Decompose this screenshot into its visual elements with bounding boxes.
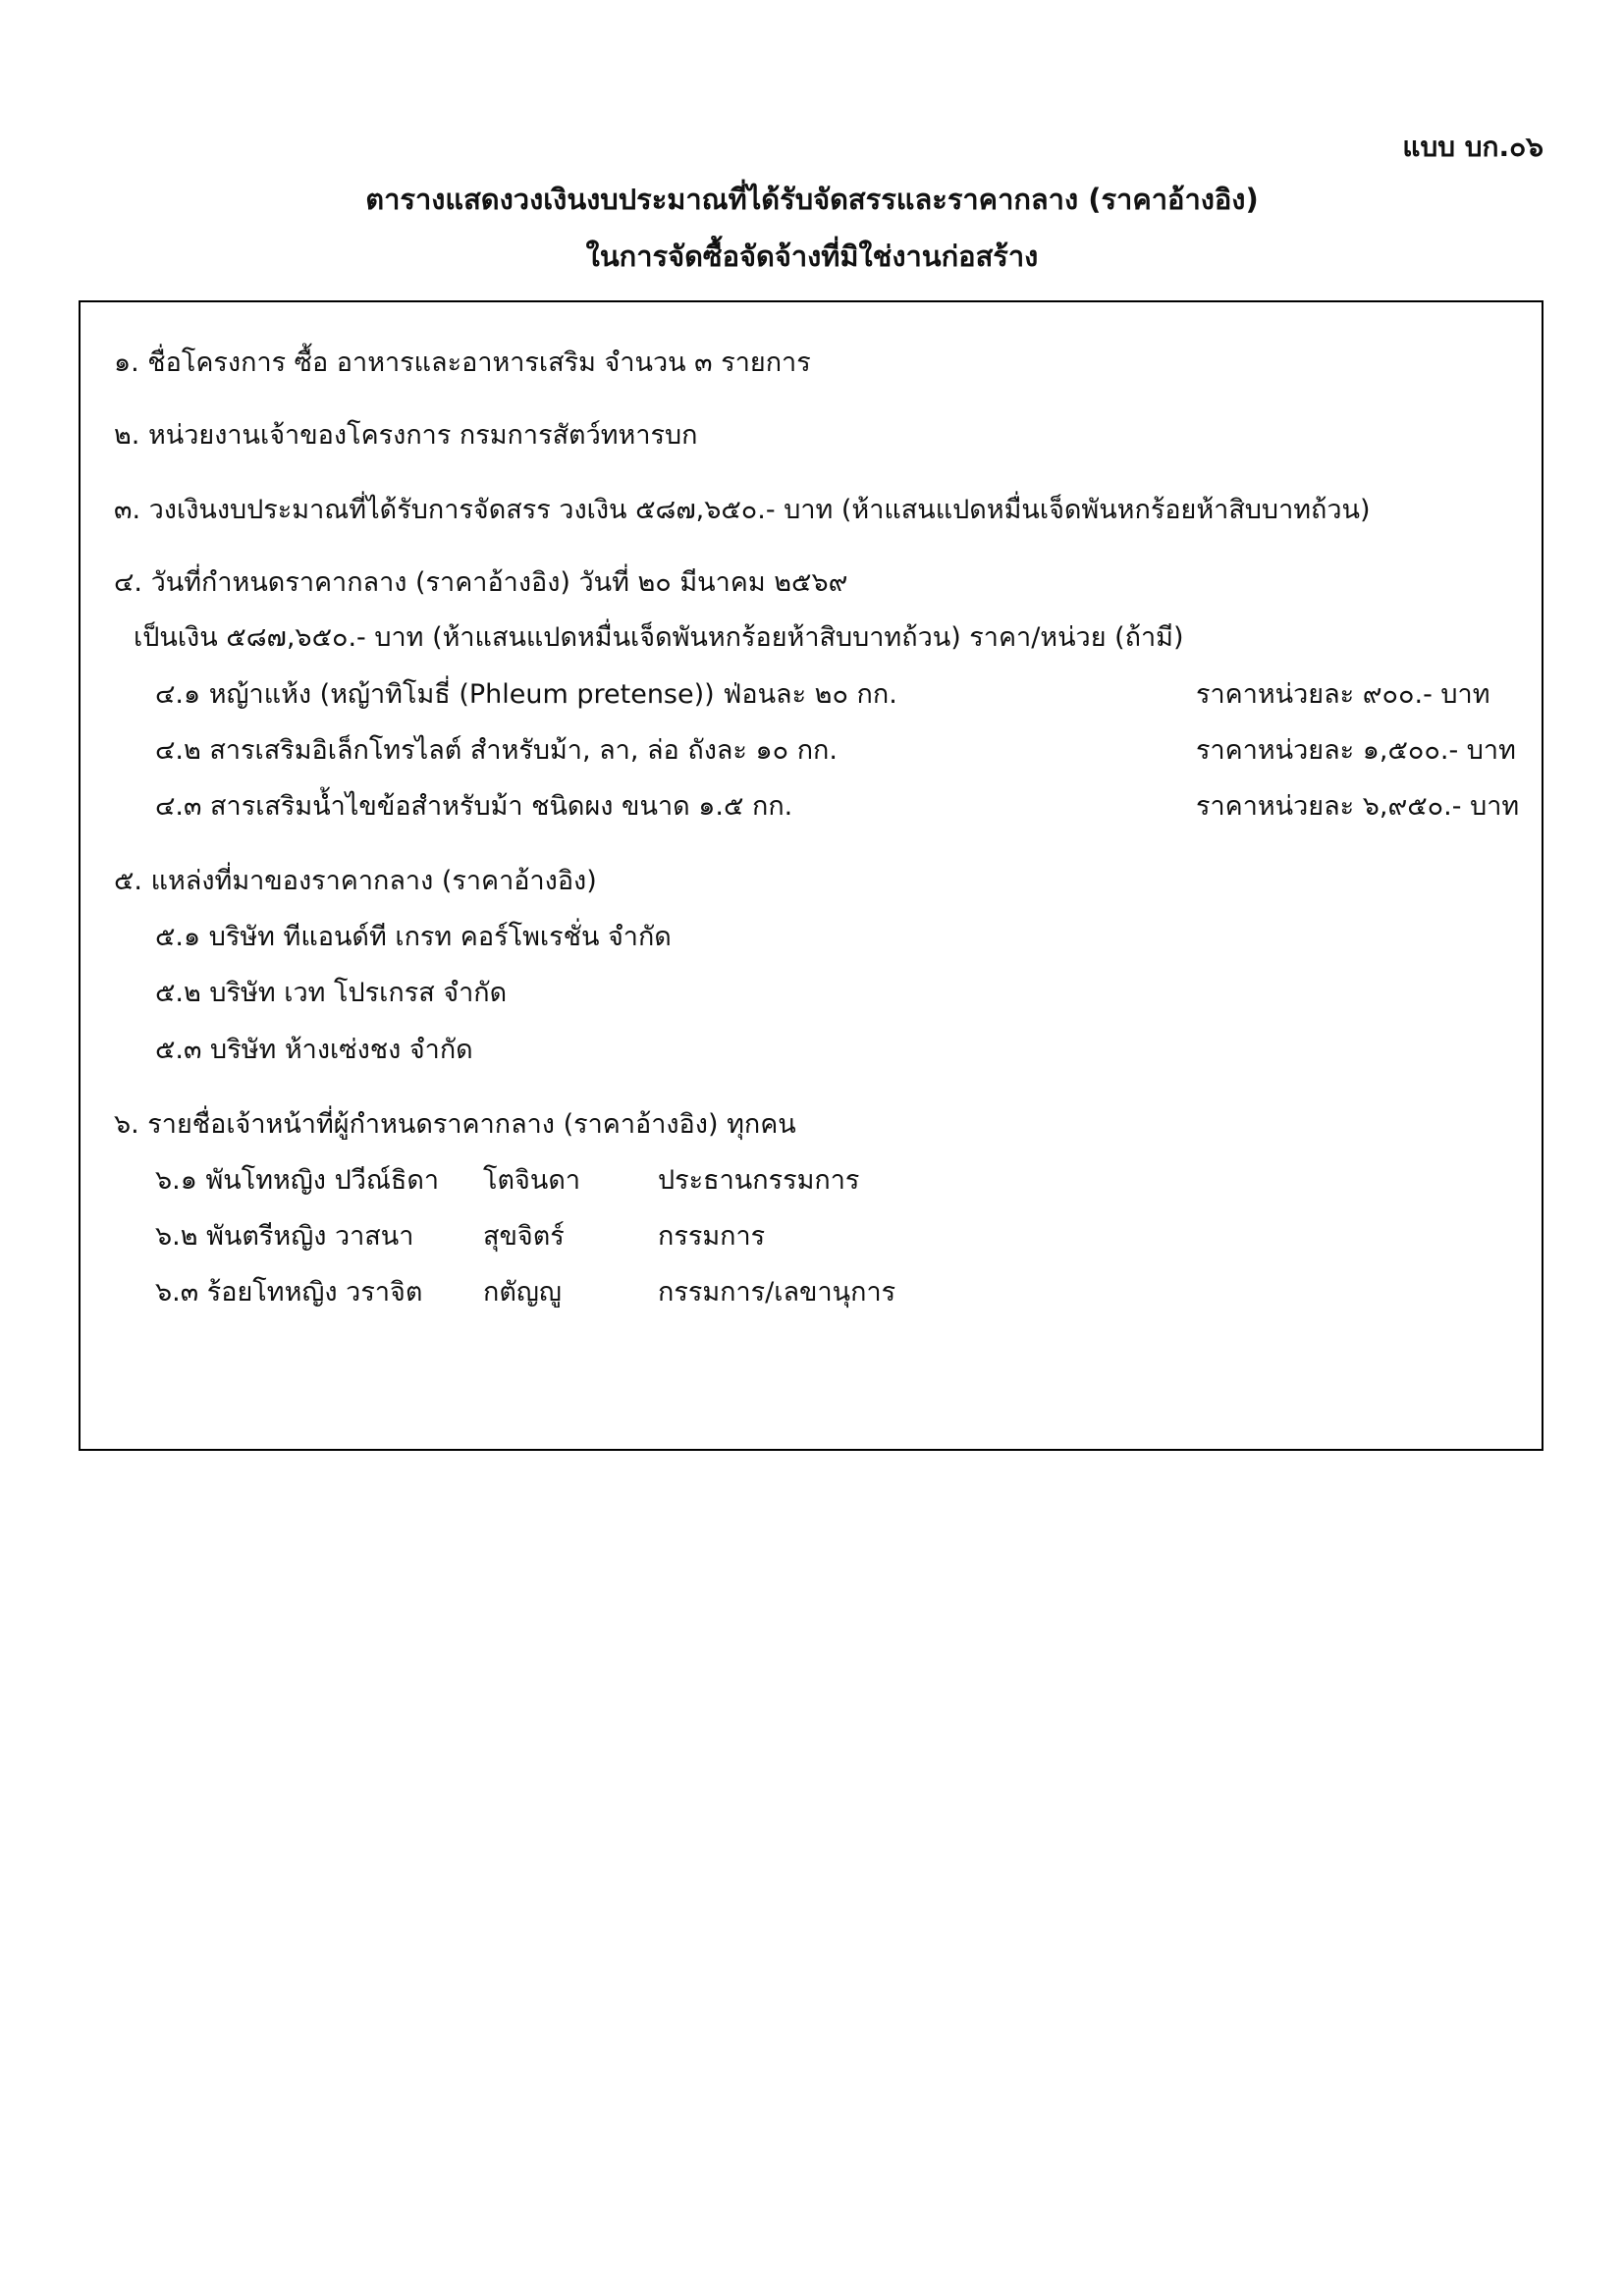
committee-member-2-role: กรรมการ (658, 1221, 766, 1252)
section-1-project-name: ๑. ชื่อโครงการ ซื้อ อาหารและอาหารเสริม จำนวน ๓ รายการ (114, 347, 811, 378)
form-code: แบบ บก.๐๖ (1402, 131, 1543, 163)
price-item-2-label: ๔.๒ สารเสริมอิเล็กโทรไลต์ สำหรับม้า, ลา, ล่อ ถังละ ๑๐ กก. (155, 735, 838, 766)
section-4-reference-date: ๔. วันที่กำหนดราคากลาง (ราคาอ้างอิง) วันที่ ๒๐ มีนาคม ๒๕๖๙ (114, 567, 848, 598)
section-4-amount: เป็นเงิน ๕๘๗,๖๕๐.- บาท (ห้าแสนแปดหมื่นเจ็ดพันหกร้อยห้าสิบบาทถ้วน) ราคา/หน่วย (ถ้ามี) (134, 622, 1184, 653)
price-source-2: ๕.๒ บริษัท เวท โปรเกรส จำกัด (155, 978, 508, 1008)
price-source-3: ๕.๓ บริษัท ห้างเซ่งชง จำกัด (155, 1035, 473, 1065)
committee-member-1-surname: โตจินดา (483, 1165, 581, 1196)
committee-member-1-name: ๖.๑ พันโทหญิง ปวีณ์ธิดา (155, 1165, 440, 1196)
committee-member-3-name: ๖.๓ ร้อยโทหญิง วราจิต (155, 1277, 423, 1308)
section-2-project-owner: ๒. หน่วยงานเจ้าของโครงการ กรมการสัตว์ทหารบก (114, 420, 698, 451)
committee-member-2-name: ๖.๒ พันตรีหญิง วาสนา (155, 1221, 414, 1252)
committee-member-3-role: กรรมการ/เลขานุการ (658, 1277, 896, 1308)
committee-member-1-role: ประธานกรรมการ (658, 1165, 860, 1196)
section-6-committee: ๖. รายชื่อเจ้าหน้าที่ผู้กำหนดราคากลาง (ราคาอ้างอิง) ทุกคน (114, 1109, 796, 1140)
price-source-1: ๕.๑ บริษัท ทีแอนด์ที เกรท คอร์โพเรชั่น จำกัด (155, 922, 672, 952)
price-item-2-price: ราคาหน่วยละ ๑,๕๐๐.- บาท (1196, 735, 1516, 766)
price-item-3-label: ๔.๓ สารเสริมน้ำไขข้อสำหรับม้า ชนิดผง ขนาด ๑.๕ กก. (155, 791, 793, 822)
section-5-price-sources: ๕. แหล่งที่มาของราคากลาง (ราคาอ้างอิง) (114, 866, 597, 896)
document-subtitle: ในการจัดซื้อจัดจ้างที่มิใช่งานก่อสร้าง (585, 240, 1039, 273)
committee-member-3-surname: กตัญญู (483, 1277, 562, 1308)
section-3-budget: ๓. วงเงินงบประมาณที่ได้รับการจัดสรร วงเงิน ๕๘๗,๖๕๐.- บาท (ห้าแสนแปดหมื่นเจ็ดพันหกร้อยห้าสิบบาทถ้วน) (114, 495, 1371, 525)
price-item-1-price: ราคาหน่วยละ ๙๐๐.- บาท (1196, 679, 1490, 710)
committee-member-2-surname: สุขจิตร์ (483, 1221, 565, 1252)
price-item-1-label: ๔.๑ หญ้าแห้ง (หญ้าทิโมธี่ (Phleum pretense)) ฟ่อนละ ๒๐ กก. (155, 679, 897, 710)
document-title: ตารางแสดงวงเงินงบประมาณที่ได้รับจัดสรรและราคากลาง (ราคาอ้างอิง) (365, 183, 1259, 216)
price-item-3-price: ราคาหน่วยละ ๖,๙๕๐.- บาท (1196, 791, 1520, 822)
